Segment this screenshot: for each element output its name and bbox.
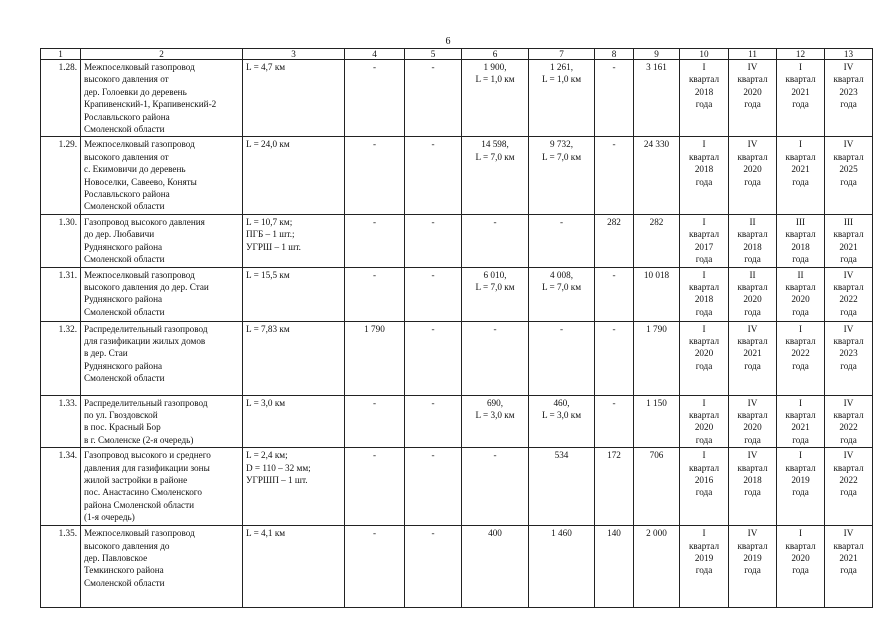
- cell-c5: -: [405, 395, 462, 448]
- cell-n: 1.35.: [41, 526, 81, 608]
- cell-c6: -: [462, 448, 529, 526]
- cell-name: Межпоселковый газопровод высокого давления от с. Екимовичи до деревень Новоселки, Савеево, Коняты Рославльского района Смоленской области: [81, 137, 243, 214]
- cell-c8: 282: [595, 214, 634, 267]
- cell-c8: -: [595, 395, 634, 448]
- column-header: 10: [680, 49, 729, 60]
- cell-c11: IV квартал 2020 года: [729, 60, 777, 137]
- cell-c12: I квартал 2021 года: [777, 137, 825, 214]
- cell-c7: 1 460: [529, 526, 595, 608]
- cell-params: L = 10,7 км; ПГБ – 1 шт.; УГРШ – 1 шт.: [243, 214, 345, 267]
- cell-c10: I квартал 2020 года: [680, 395, 729, 448]
- cell-c13: IV квартал 2023 года: [825, 321, 873, 395]
- cell-c11: IV квартал 2018 года: [729, 448, 777, 526]
- table-row: [41, 137, 873, 214]
- cell-c4: -: [345, 214, 405, 267]
- cell-c12: I квартал 2019 года: [777, 448, 825, 526]
- cell-c5: -: [405, 60, 462, 137]
- cell-c4: -: [345, 267, 405, 321]
- cell-c9: 24 330: [634, 137, 680, 214]
- cell-params: L = 3,0 км: [243, 395, 345, 448]
- cell-c13: IV квартал 2022 года: [825, 448, 873, 526]
- cell-params: L = 4,7 км: [243, 60, 345, 137]
- cell-c7: 534: [529, 448, 595, 526]
- cell-c8: -: [595, 321, 634, 395]
- cell-name: Межпоселковый газопровод высокого давления до дер. Стаи Руднянского района Смоленской области: [81, 267, 243, 321]
- cell-name: Межпоселковый газопровод высокого давления до дер. Павловское Темкинского района Смоленской области: [81, 526, 243, 608]
- cell-c10: I квартал 2020 года: [680, 321, 729, 395]
- cell-n: 1.30.: [41, 214, 81, 267]
- cell-name: Газопровод высокого и среднего давления для газификации зоны жилой застройки в районе пос. Анастасино Смоленского района Смоленской области (1-я очередь): [81, 448, 243, 526]
- cell-c9: 10 018: [634, 267, 680, 321]
- cell-c13: IV квартал 2022 года: [825, 267, 873, 321]
- page-number: 6: [445, 36, 451, 47]
- cell-c7: 9 732, L = 7,0 км: [529, 137, 595, 214]
- cell-name: Межпоселковый газопровод высокого давления от дер. Голоевки до деревень Крапивенский-1, Крапивенский-2 Рославльского района Смоленской области: [81, 60, 243, 137]
- cell-c4: -: [345, 60, 405, 137]
- cell-c5: -: [405, 526, 462, 608]
- cell-c13: IV квартал 2025 года: [825, 137, 873, 214]
- cell-c9: 1 150: [634, 395, 680, 448]
- cell-c7: -: [529, 321, 595, 395]
- cell-c11: IV квартал 2020 года: [729, 395, 777, 448]
- cell-c7: 4 008, L = 7,0 км: [529, 267, 595, 321]
- cell-c9: 706: [634, 448, 680, 526]
- column-header: 5: [405, 49, 462, 60]
- cell-c8: -: [595, 60, 634, 137]
- cell-n: 1.28.: [41, 60, 81, 137]
- cell-c5: -: [405, 137, 462, 214]
- cell-c6: 690, L = 3,0 км: [462, 395, 529, 448]
- cell-c9: 282: [634, 214, 680, 267]
- cell-c6: 14 598, L = 7,0 км: [462, 137, 529, 214]
- cell-c10: I квартал 2019 года: [680, 526, 729, 608]
- cell-c13: III квартал 2021 года: [825, 214, 873, 267]
- cell-c6: 1 900, L = 1,0 км: [462, 60, 529, 137]
- cell-c8: 172: [595, 448, 634, 526]
- cell-c4: -: [345, 526, 405, 608]
- cell-name: Распределительный газопровод для газификации жилых домов в дер. Стаи Руднянского района Смоленской области: [81, 321, 243, 395]
- column-header: 2: [81, 49, 243, 60]
- table-row: [41, 321, 873, 395]
- cell-c12: I квартал 2021 года: [777, 60, 825, 137]
- table-row: [41, 395, 873, 448]
- table-row: [41, 60, 873, 137]
- cell-c11: IV квартал 2019 года: [729, 526, 777, 608]
- cell-n: 1.32.: [41, 321, 81, 395]
- cell-c4: -: [345, 448, 405, 526]
- cell-c7: 460, L = 3,0 км: [529, 395, 595, 448]
- cell-c10: I квартал 2016 года: [680, 448, 729, 526]
- header-row: [41, 49, 873, 60]
- cell-c12: III квартал 2018 года: [777, 214, 825, 267]
- table-row: [41, 448, 873, 526]
- table-row: [41, 214, 873, 267]
- cell-name: Распределительный газопровод по ул. Гвоздовской в пос. Красный Бор в г. Смоленске (2-я очередь): [81, 395, 243, 448]
- table-row: [41, 526, 873, 608]
- cell-c12: II квартал 2020 года: [777, 267, 825, 321]
- cell-c10: I квартал 2017 года: [680, 214, 729, 267]
- cell-c8: 140: [595, 526, 634, 608]
- investment-program-table: [40, 48, 873, 608]
- cell-c12: I квартал 2020 года: [777, 526, 825, 608]
- cell-c6: 6 010, L = 7,0 км: [462, 267, 529, 321]
- column-header: 6: [462, 49, 529, 60]
- cell-c6: -: [462, 321, 529, 395]
- cell-c13: IV квартал 2022 года: [825, 395, 873, 448]
- cell-c11: II квартал 2018 года: [729, 214, 777, 267]
- cell-n: 1.31.: [41, 267, 81, 321]
- cell-c11: II квартал 2020 года: [729, 267, 777, 321]
- cell-c13: IV квартал 2023 года: [825, 60, 873, 137]
- cell-c11: IV квартал 2020 года: [729, 137, 777, 214]
- cell-params: L = 7,83 км: [243, 321, 345, 395]
- column-header: 4: [345, 49, 405, 60]
- cell-n: 1.33.: [41, 395, 81, 448]
- cell-c13: IV квартал 2021 года: [825, 526, 873, 608]
- column-header: 12: [777, 49, 825, 60]
- cell-params: L = 2,4 км; D = 110 – 32 мм; УГРШП – 1 шт.: [243, 448, 345, 526]
- cell-params: L = 15,5 км: [243, 267, 345, 321]
- cell-c7: -: [529, 214, 595, 267]
- column-header: 3: [243, 49, 345, 60]
- cell-params: L = 24,0 км: [243, 137, 345, 214]
- cell-n: 1.29.: [41, 137, 81, 214]
- cell-c11: IV квартал 2021 года: [729, 321, 777, 395]
- cell-c8: -: [595, 137, 634, 214]
- cell-c4: -: [345, 395, 405, 448]
- cell-c6: 400: [462, 526, 529, 608]
- cell-name: Газопровод высокого давления до дер. Любавичи Руднянского района Смоленской области: [81, 214, 243, 267]
- cell-c9: 1 790: [634, 321, 680, 395]
- cell-params: L = 4,1 км: [243, 526, 345, 608]
- cell-c5: -: [405, 321, 462, 395]
- cell-c5: -: [405, 267, 462, 321]
- cell-c9: 3 161: [634, 60, 680, 137]
- cell-c10: I квартал 2018 года: [680, 60, 729, 137]
- column-header: 13: [825, 49, 873, 60]
- column-header: 7: [529, 49, 595, 60]
- table-row: [41, 267, 873, 321]
- cell-c5: -: [405, 448, 462, 526]
- column-header: 11: [729, 49, 777, 60]
- column-header: 8: [595, 49, 634, 60]
- cell-c9: 2 000: [634, 526, 680, 608]
- cell-c10: I квартал 2018 года: [680, 267, 729, 321]
- cell-c7: 1 261, L = 1,0 км: [529, 60, 595, 137]
- cell-c4: 1 790: [345, 321, 405, 395]
- cell-c12: I квартал 2022 года: [777, 321, 825, 395]
- cell-n: 1.34.: [41, 448, 81, 526]
- cell-c12: I квартал 2021 года: [777, 395, 825, 448]
- column-header: 1: [41, 49, 81, 60]
- cell-c5: -: [405, 214, 462, 267]
- cell-c6: -: [462, 214, 529, 267]
- cell-c10: I квартал 2018 года: [680, 137, 729, 214]
- column-header: 9: [634, 49, 680, 60]
- cell-c4: -: [345, 137, 405, 214]
- cell-c8: -: [595, 267, 634, 321]
